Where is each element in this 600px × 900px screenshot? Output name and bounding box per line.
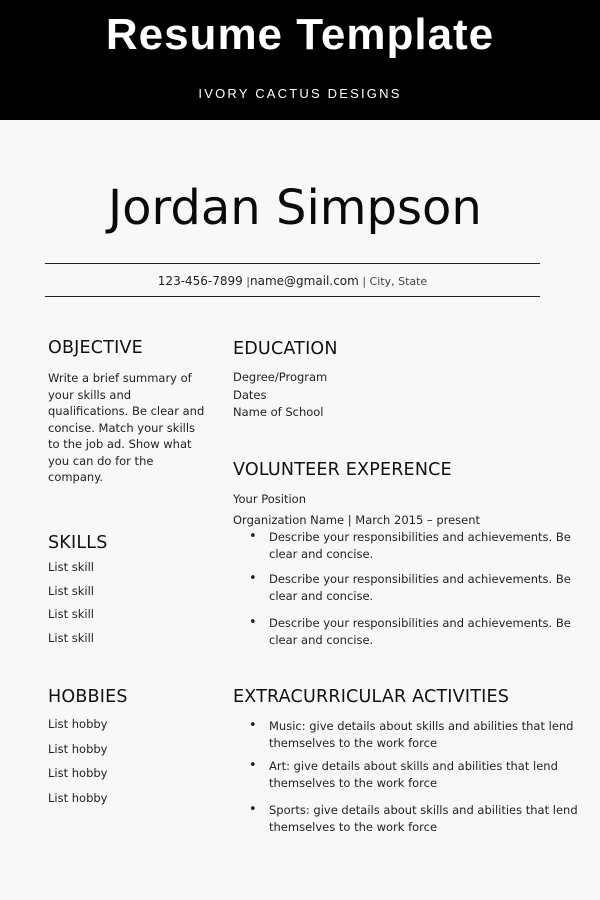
- contact-location: City, State: [369, 275, 428, 288]
- volunteer-bullets: [233, 529, 571, 648]
- contact-separator: |: [242, 275, 251, 288]
- objective-line: your skills and: [48, 387, 132, 402]
- hobbies-list: [48, 717, 108, 815]
- hobby-item: List hobby: [48, 790, 108, 805]
- hobby-item: List hobby: [48, 717, 108, 731]
- education-degree: Degree/Program: [233, 370, 328, 384]
- skill-item: List skill: [48, 607, 94, 621]
- candidate-name: Jordan Simpson: [108, 180, 482, 236]
- banner-title: Resume Template: [105, 10, 495, 59]
- skills-heading: SKILLS: [48, 533, 108, 553]
- extracurricular-bullet: [233, 802, 578, 835]
- title-banner: [0, 0, 600, 120]
- contact-line: [45, 274, 540, 288]
- bullet-line: themselves to the work force: [269, 775, 438, 790]
- volunteer-bullet: [233, 571, 571, 604]
- bullet-line: themselves to the work force: [269, 735, 438, 750]
- objective-line: company.: [48, 470, 104, 484]
- education-heading: EDUCATION: [233, 339, 338, 359]
- volunteer-organization: Organization Name | March 2015 – present: [233, 513, 481, 527]
- skill-item: List skill: [48, 583, 94, 598]
- skill-item: List skill: [48, 630, 94, 645]
- volunteer-position: Your Position: [233, 492, 306, 506]
- hobbies-heading: HOBBIES: [48, 687, 128, 707]
- objective-line: Write a brief summary of: [48, 371, 192, 385]
- objective-line: to the job ad. Show what: [48, 437, 192, 451]
- banner-subtitle: IVORY CACTUS DESIGNS: [198, 86, 402, 101]
- bullet-line: clear and concise.: [269, 588, 374, 603]
- bullet-line: • Music: give details about skills and abilities that lend: [269, 719, 574, 733]
- objective-heading: OBJECTIVE: [48, 338, 143, 358]
- objective-line: you can do for the: [48, 453, 154, 468]
- extracurricular-bullet: [233, 758, 578, 791]
- hobby-item: List hobby: [48, 741, 108, 756]
- bullet-line: themselves to the work force: [269, 819, 438, 834]
- education-dates: Dates: [233, 387, 267, 402]
- bullet-line: • Sports: give details about skills and abilities that lend: [269, 803, 578, 817]
- bullet-line: • Art: give details about skills and abilities that lend: [269, 759, 558, 773]
- education-details: [233, 369, 327, 422]
- objective-text: [48, 370, 204, 486]
- volunteer-bullet: [233, 615, 571, 648]
- bullet-line: clear and concise.: [269, 632, 374, 647]
- education-school: Name of School: [233, 405, 324, 419]
- volunteer-bullet: [233, 529, 571, 562]
- skill-item: List skill: [48, 560, 94, 574]
- contact-email: name@gmail.com: [250, 274, 359, 288]
- divider-bottom: [45, 296, 540, 297]
- objective-line: concise. Match your skills: [48, 420, 196, 435]
- hobby-item: List hobby: [48, 766, 108, 780]
- bullet-line: • Describe your responsibilities and achievements. Be: [269, 572, 571, 586]
- extracurricular-bullet: [233, 718, 578, 751]
- contact-separator: |: [358, 275, 370, 288]
- extracurricular-heading: EXTRACURRICULAR ACTIVITIES: [233, 687, 510, 707]
- contact-phone: 123-456-7899: [157, 274, 243, 288]
- bullet-line: • Describe your responsibilities and achievements. Be: [269, 616, 571, 630]
- objective-line: qualifications. Be clear and: [48, 404, 205, 418]
- divider-top: [45, 263, 540, 264]
- bullet-line: • Describe your responsibilities and achievements. Be: [269, 530, 571, 544]
- skills-list: [48, 560, 94, 654]
- volunteer-heading: VOLUNTEER EXPERENCE: [233, 460, 452, 480]
- extracurricular-bullets: [233, 718, 578, 835]
- bullet-line: clear and concise.: [269, 546, 374, 561]
